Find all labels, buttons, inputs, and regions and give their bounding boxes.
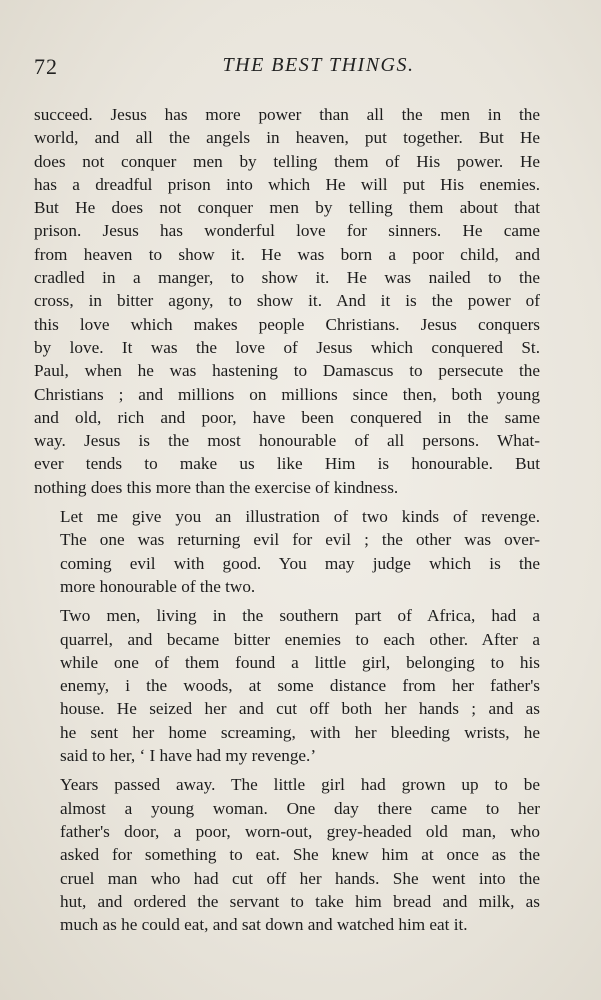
text-line: by love. It was the love of Jesus which conquered St. bbox=[34, 337, 540, 357]
running-head bbox=[34, 54, 563, 84]
text-line: house. He seized her and cut off both her hands ; and as bbox=[60, 699, 540, 719]
text-line: father's door, a poor, worn-out, grey-headed old man, who bbox=[60, 821, 540, 841]
text-line: more honourable of the two. bbox=[60, 576, 256, 596]
text-line: hut, and ordered the servant to take him bread and milk, as bbox=[60, 891, 540, 911]
text-line: much as he could eat, and sat down and watched him eat it. bbox=[60, 915, 468, 935]
text-line: nothing does this more than the exercise of kindness. bbox=[34, 477, 399, 497]
body-text bbox=[34, 103, 540, 942]
text-line: quarrel, and became bitter enemies to each other. After a bbox=[60, 629, 540, 649]
text-line: he sent her home screaming, with her bleeding wrists, he bbox=[60, 722, 540, 742]
text-line: The one was returning evil for evil ; the other was over- bbox=[60, 530, 540, 550]
text-line: coming evil with good. You may judge which is the bbox=[60, 553, 540, 573]
text-line: enemy, i the woods, at some distance from her father's bbox=[60, 676, 540, 696]
text-line: ever tends to make us like Him is honourable. But bbox=[34, 454, 540, 474]
text-line: does not conquer men by telling them of His power. He bbox=[34, 151, 540, 171]
paragraph-2 bbox=[34, 505, 540, 598]
paragraph-3 bbox=[34, 604, 540, 767]
text-line: from heaven to show it. He was born a poor child, and bbox=[34, 244, 540, 264]
text-line: almost a young woman. One day there came to her bbox=[60, 798, 540, 818]
text-line: while one of them found a little girl, belonging to his bbox=[60, 652, 540, 672]
text-line: cruel man who had cut off her hands. She went into the bbox=[60, 868, 540, 888]
page-number: 72 bbox=[34, 54, 58, 79]
text-line: cross, in bitter agony, to show it. And it is the power of bbox=[34, 291, 540, 311]
text-line: has a dreadful prison into which He will put His enemies. bbox=[34, 174, 540, 194]
text-line: Let me give you an illustration of two kinds of revenge. bbox=[60, 507, 540, 527]
page-title: THE BEST THINGS. bbox=[222, 54, 415, 76]
text-line: Years passed away. The little girl had grown up to be bbox=[60, 775, 540, 795]
text-line: But He does not conquer men by telling them about that bbox=[34, 198, 540, 218]
text-line: cradled in a manger, to show it. He was nailed to the bbox=[34, 268, 540, 288]
text-line: asked for something to eat. She knew him at once as the bbox=[60, 845, 540, 865]
text-line: this love which makes people Christians. Jesus conquers bbox=[34, 314, 540, 334]
text-line: Two men, living in the southern part of Africa, had a bbox=[60, 606, 540, 626]
text-line: Christians ; and millions on millions since then, both young bbox=[34, 384, 540, 404]
text-line: prison. Jesus has wonderful love for sinners. He came bbox=[34, 221, 540, 241]
text-line: said to her, ‘ I have had my revenge.’ bbox=[60, 746, 317, 766]
text-line: Paul, when he was hastening to Damascus to persecute the bbox=[34, 361, 540, 381]
text-line: succeed. Jesus has more power than all the men in the bbox=[34, 105, 540, 124]
text-line: way. Jesus is the most honourable of all persons. What- bbox=[34, 431, 540, 451]
text-line: and old, rich and poor, have been conquered in the same bbox=[34, 407, 540, 427]
paragraph-4 bbox=[34, 773, 540, 936]
paragraph-1 bbox=[34, 103, 540, 499]
text-line: world, and all the angels in heaven, put together. But He bbox=[34, 128, 540, 148]
